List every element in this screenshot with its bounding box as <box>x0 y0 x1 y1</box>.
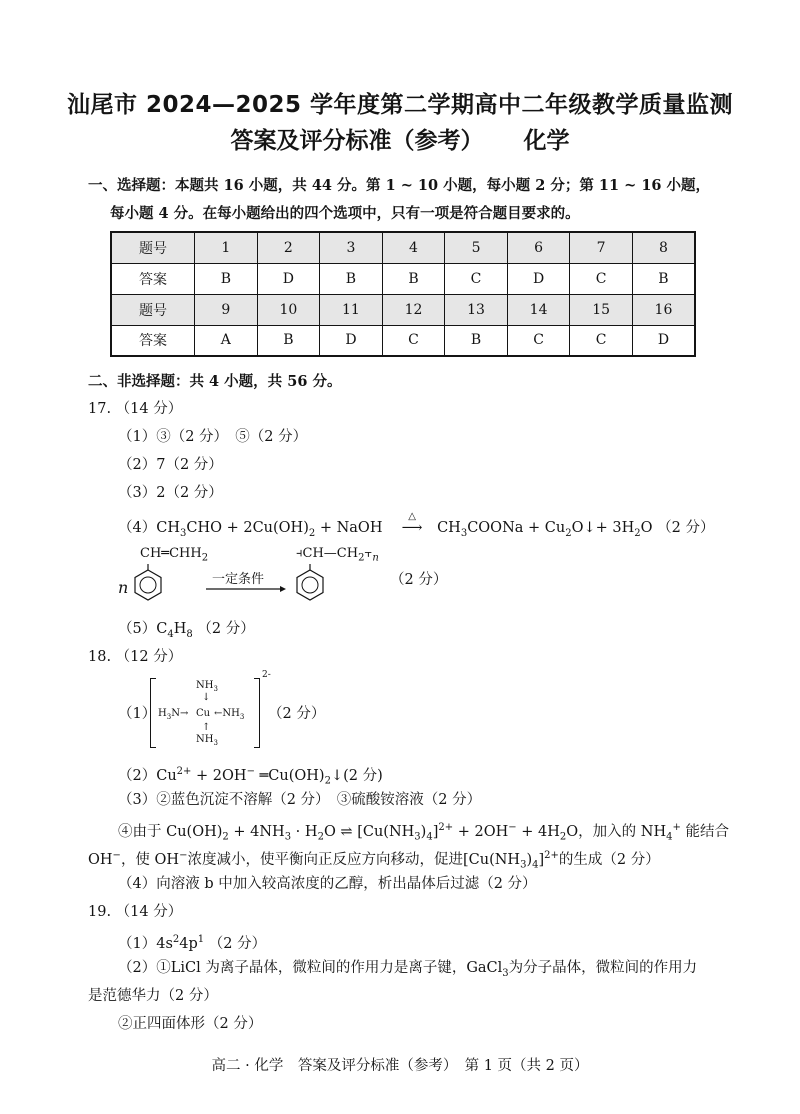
q17-part4-score: （2 分） <box>657 520 715 536</box>
q17-part2: （2）7（2 分） <box>118 457 223 473</box>
table-cell: C <box>570 263 633 294</box>
table-cell: 8 <box>632 232 695 263</box>
page-title-line2 <box>0 122 800 155</box>
table-cell: B <box>445 325 508 356</box>
table-cell: C <box>445 263 508 294</box>
section1-heading-cont: 每小题 4 分。在每小题给出的四个选项中，只有一项是符合题目要求的。 <box>110 205 580 222</box>
title-subject: 化学 <box>523 128 570 154</box>
copper-ammine-complex: $NH_3$ ↓ $H_3N\to$ Cu $\leftarrow NH_3$ ↑ $NH_3$ <box>150 678 260 748</box>
benzene-ring-icon <box>132 564 164 604</box>
table-cell: 13 <box>445 294 508 325</box>
title-answer-key: 答案及评分标准（参考） <box>230 128 484 154</box>
table-cell: D <box>320 325 383 356</box>
complex-bottom: $NH_3$ <box>196 734 218 747</box>
benzene-ring-icon <box>294 564 326 604</box>
q17-part1: （1）③（2 分） ⑤（2 分） <box>118 429 308 445</box>
table-cell: B <box>320 263 383 294</box>
q19-part1: $(1)4s^24p^1$ （2 分） <box>118 934 267 952</box>
polymerization-reaction <box>118 546 458 610</box>
polymer-formula: $⫞CH—CH_2⫟_n$ <box>296 546 379 564</box>
table-cell: C <box>382 325 445 356</box>
table-cell: A <box>195 325 258 356</box>
table-cell: 9 <box>195 294 258 325</box>
complex-left: $H_3N\to$ <box>158 708 189 721</box>
page-footer: 高二 · 化学 答案及评分标准（参考） 第 1 页（共 2 页） <box>211 1058 589 1074</box>
reaction-score: （2 分） <box>390 572 448 588</box>
complex-charge: 2- <box>262 670 271 680</box>
table-cell: B <box>382 263 445 294</box>
q19-part2-shape: ②正四面体形（2 分） <box>118 1016 263 1032</box>
table-cell: C <box>570 325 633 356</box>
complex-right: $\leftarrow NH_3$ <box>214 708 245 721</box>
reaction-condition: 一定条件 <box>212 572 265 587</box>
table-cell: C <box>507 325 570 356</box>
table-cell: 2 <box>257 232 320 263</box>
answer-table <box>110 231 696 357</box>
q19-part2-cont: 是范德华力（2 分） <box>88 988 218 1004</box>
table-cell: 12 <box>382 294 445 325</box>
table-cell: 15 <box>570 294 633 325</box>
q19-part2: （2）①LiCl 为离子晶体，微粒间的作用力是离子键，GaCl$_3$为分子晶体，微粒间的作用力 <box>118 960 698 979</box>
table-cell: 14 <box>507 294 570 325</box>
table-cell: 答案 <box>111 263 195 294</box>
reaction-coefficient: n <box>118 578 129 597</box>
table-cell: B <box>257 325 320 356</box>
table-cell: 16 <box>632 294 695 325</box>
q18-part2: $(2)Cu^{2+} + 2OH^-$ $═Cu(OH)_2↓(2$ 分) <box>118 766 383 787</box>
table-cell: 答案 <box>111 325 195 356</box>
table-cell: D <box>507 263 570 294</box>
q19-label: 19. （14 分） <box>88 904 183 920</box>
table-cell: 5 <box>445 232 508 263</box>
page-title-line1: 汕尾市 2024—2025 学年度第二学期高中二年级教学质量监测 <box>66 92 734 118</box>
q17-part4-equation: $(4)CH_3CHO + 2Cu(OH)_2$ + NaOH △ ⟶ $CH_3COONa$ + $Cu_2O↓+ 3H_2O$ （2 分） <box>118 511 715 539</box>
table-cell: B <box>195 263 258 294</box>
q18-part1-prefix: （1） <box>118 706 157 722</box>
q17-part4-prefix: （4） <box>118 520 157 536</box>
complex-center: Cu <box>196 708 211 719</box>
q18-part3: （3）②蓝色沉淀不溶解（2 分） ③硫酸铵溶液（2 分） <box>118 792 482 808</box>
table-cell: 7 <box>570 232 633 263</box>
monomer-formula: $CH═CHH_2$ <box>140 546 209 564</box>
table-row <box>111 263 695 294</box>
table-cell: 6 <box>507 232 570 263</box>
table-row <box>111 294 695 325</box>
table-cell: 11 <box>320 294 383 325</box>
q18-part3-explanation-cont: OH−，使 OH−浓度减小，使平衡向正反应方向移动，促进$[Cu(NH_3)_4]^{2+}$的生成（2 分） <box>88 850 660 871</box>
section1-heading: 一、选择题：本题共 16 小题，共 44 分。第 1 ~ 10 小题，每小题 2 分；第 11 ~ 16 小题， <box>88 177 711 194</box>
table-row <box>111 232 695 263</box>
q18-part1-score: （2 分） <box>268 706 326 722</box>
q17-part3: （3）2（2 分） <box>118 485 223 501</box>
table-cell: D <box>257 263 320 294</box>
table-cell: 10 <box>257 294 320 325</box>
q17-part5: $(5)C_4H_8$ （2 分） <box>118 621 255 640</box>
section2-heading: 二、非选择题：共 4 小题，共 56 分。 <box>88 373 342 390</box>
q17-label: 17. （14 分） <box>88 401 183 417</box>
table-cell: D <box>632 325 695 356</box>
table-cell: B <box>632 263 695 294</box>
table-cell: 3 <box>320 232 383 263</box>
reaction-arrow-icon <box>206 584 286 594</box>
q18-part3-explanation: ④由于 $Cu(OH)_2 + 4NH_3 \cdot H_2O$ ⇌ $[Cu(NH_3)_4]^{2+} + 2OH^- + 4H_2O$，加入的 $NH_4^+$ 能结合 <box>118 822 729 843</box>
q18-part4: （4）向溶液 b 中加入较高浓度的乙醇，析出晶体后过滤（2 分） <box>118 876 537 892</box>
q18-label: 18. （12 分） <box>88 649 183 665</box>
table-row <box>111 325 695 356</box>
table-cell: 题号 <box>111 232 195 263</box>
table-cell: 4 <box>382 232 445 263</box>
table-cell: 1 <box>195 232 258 263</box>
complex-top: $NH_3$ <box>196 680 218 693</box>
table-cell: 题号 <box>111 294 195 325</box>
